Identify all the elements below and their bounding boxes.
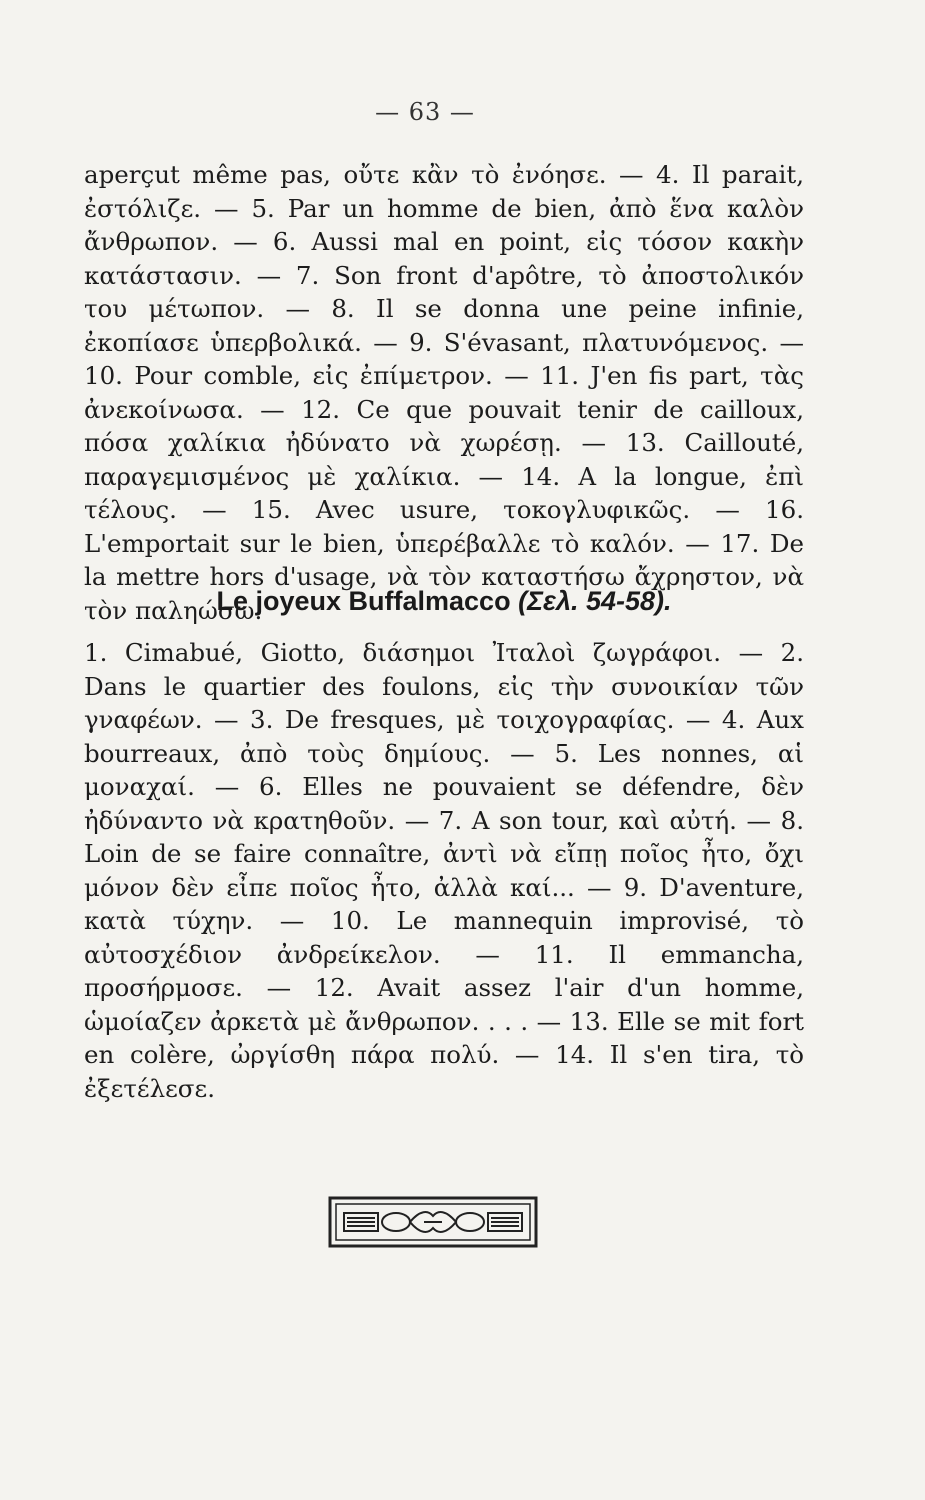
- section-heading: [84, 586, 804, 617]
- page-number: — 63 —: [375, 98, 475, 126]
- vocabulary-notes-buffalmacco: 1. Cimabué, Giotto, διάσημοι Ἰταλοὶ ζωγράφοι. — 2. Dans le quartier des foulons, εἰς τὴν συνοικίαν τῶν γναφέων. — 3. De fresques, μὲ τοιχογραφίας. — 4. Aux bourreaux, ἀπὸ τοὺς δημίους. — 5. Les nonnes, αἱ μοναχαί. — 6. Elles ne pouvaient se défendre, δὲν ἠδύναντο νὰ κρατηθοῦν. — 7. A son tour, καὶ αὐτή. — 8. Loin de se faire connaître, ἀντὶ νὰ εἴπῃ ποῖος ἦτο, ὄχι μόνον δὲν εἶπε ποῖος ἦτο, ἀλλὰ καί... — 9. D'aventure, κατὰ τύχην. — 10. Le mannequin improvisé, τὸ αὐτοσχέδιον ἀνδρείκελον. — 11. Il emmancha, προσήρμοσε. — 12. Avait assez l'air d'un homme, ὡμοίαζεν ἀρκετὰ μὲ ἄνθρωπον. . . . — 13. Elle se mit fort en colère, ὠργίσθη πάρα πολύ. — 14. Il s'en tira, τὸ ἐξετέλεσε.: [84, 638, 804, 1103]
- tailpiece-ornament-icon: [328, 1196, 538, 1248]
- vocabulary-notes-continued: aperçut même pas, οὔτε κἂν τὸ ἐνόησε. — 4. Il parait, ἐστόλιζε. — 5. Par un homme de bien, ἀπὸ ἕνα καλὸν ἄνθρωπον. — 6. Aussi mal en point, εἰς τόσον κακὴν κατάστασιν. — 7. Son front d'apôtre, τὸ ἀποστολικόν του μέτωπον. — 8. Il se donna une peine infinie, ἐκοπίασε ὑπερβολικά. — 9. S'évasant, πλατυνόμενος. — 10. Pour comble, εἰς ἐπίμετρον. — 11. J'en fis part, τὰς ἀνεκοίνωσα. — 12. Ce que pouvait tenir de cailloux, πόσα χαλίκια ἠδύνατο νὰ χωρέσῃ. — 13. Caillouté, παραγεμισμένος μὲ χαλίκια. — 14. A la longue, ἐπὶ τέλους. — 15. Avec usure, τοκογλυφικῶς. — 16. L'emportait sur le bien, ὑπερέβαλλε τὸ καλόν. — 17. De la mettre hors d'usage, νὰ τὸν καταστήσω ἄχρηστον, νὰ τὸν παληώσω.: [84, 160, 804, 625]
- section-page-reference: (Σελ. 54-58).: [518, 586, 672, 616]
- section-title: Le joyeux Buffalmacco: [216, 586, 511, 616]
